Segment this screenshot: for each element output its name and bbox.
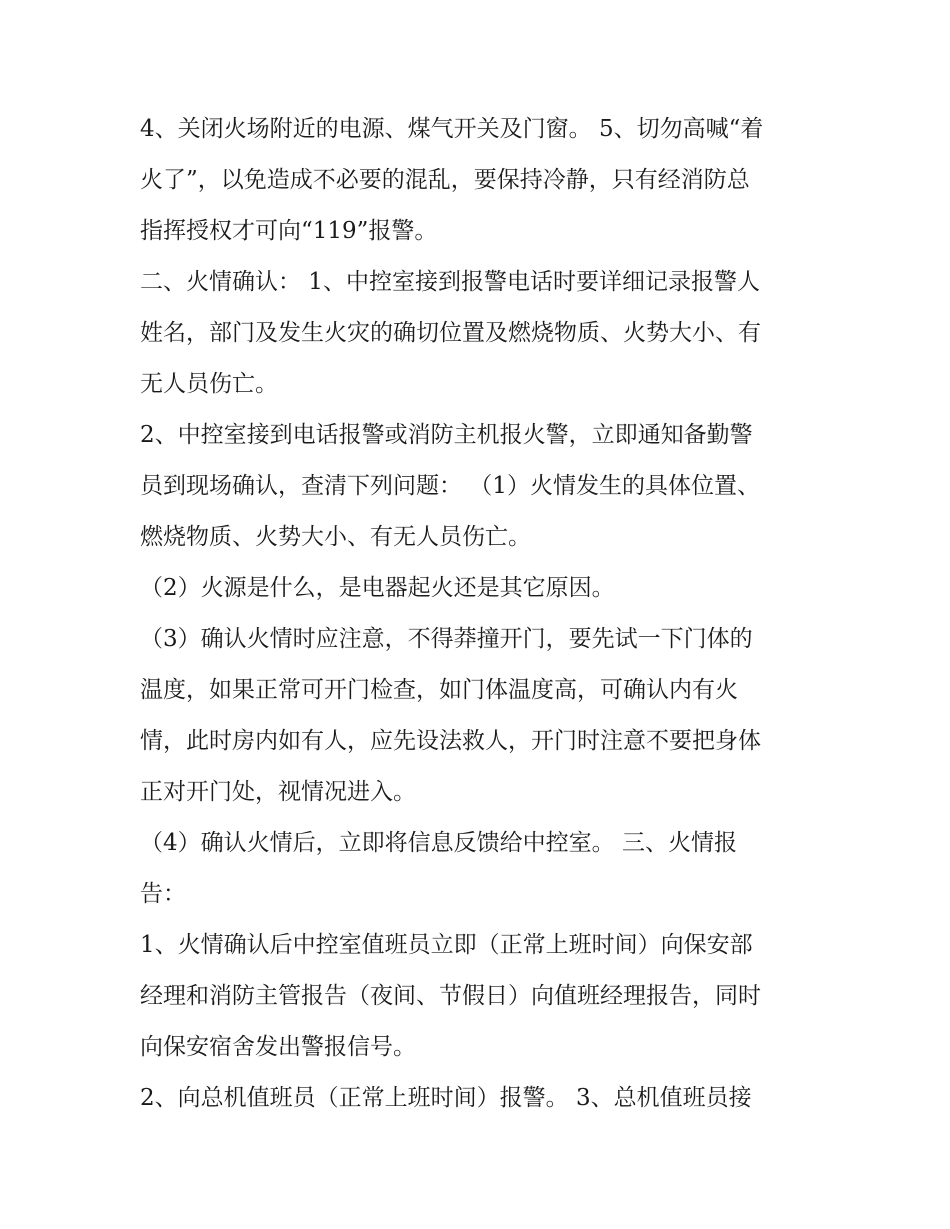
text-line: 姓名，部门及发生火灾的确切位置及燃烧物质、火势大小、有 (140, 320, 761, 346)
text-line: 二、火情确认： 1、中控室接到报警电话时要详细记录报警人 (140, 269, 760, 295)
text-line: 1、火情确认后中控室值班员立即（正常上班时间）向保安部 (140, 932, 753, 958)
text-line: 4、关闭火场附近的电源、煤气开关及门窗。 5、切勿高喊“着 (140, 116, 764, 142)
text-line: 正对开门处，视情况进入。 (140, 779, 416, 805)
document-body (140, 104, 820, 1124)
text-line: 2、向总机值班员（正常上班时间）报警。 3、总机值班员接 (140, 1085, 752, 1111)
text-line: 员到现场确认，查清下列问题： （1）火情发生的具体位置、 (140, 473, 760, 499)
text-line: 无人员伤亡。 (140, 371, 278, 397)
text-line: （2）火源是什么，是电器起火还是其它原因。 (140, 575, 615, 601)
text-line: 火了”，以免造成不必要的混乱，要保持冷静，只有经消防总 (140, 167, 750, 193)
text-line: 向保安宿舍发出警报信号。 (140, 1034, 416, 1060)
text-line: 2、中控室接到电话报警或消防主机报火警，立即通知备勤警 (140, 422, 753, 448)
text-line: （4）确认火情后，立即将信息反馈给中控室。 三、火情报 (140, 830, 737, 856)
text-line: 温度，如果正常可开门检查，如门体温度高，可确认内有火 (140, 677, 738, 703)
text-line: （3）确认火情时应注意，不得莽撞开门，要先试一下门体的 (140, 626, 753, 652)
text-line: 燃烧物质、火势大小、有无人员伤亡。 (140, 524, 531, 550)
text-line: 经理和消防主管报告（夜间、节假日）向值班经理报告，同时 (140, 983, 761, 1009)
text-line: 告： (140, 881, 186, 907)
text-line: 情，此时房内如有人，应先设法救人，开门时注意不要把身体 (140, 728, 761, 754)
text-line: 指挥授权才可向“119”报警。 (140, 218, 438, 244)
